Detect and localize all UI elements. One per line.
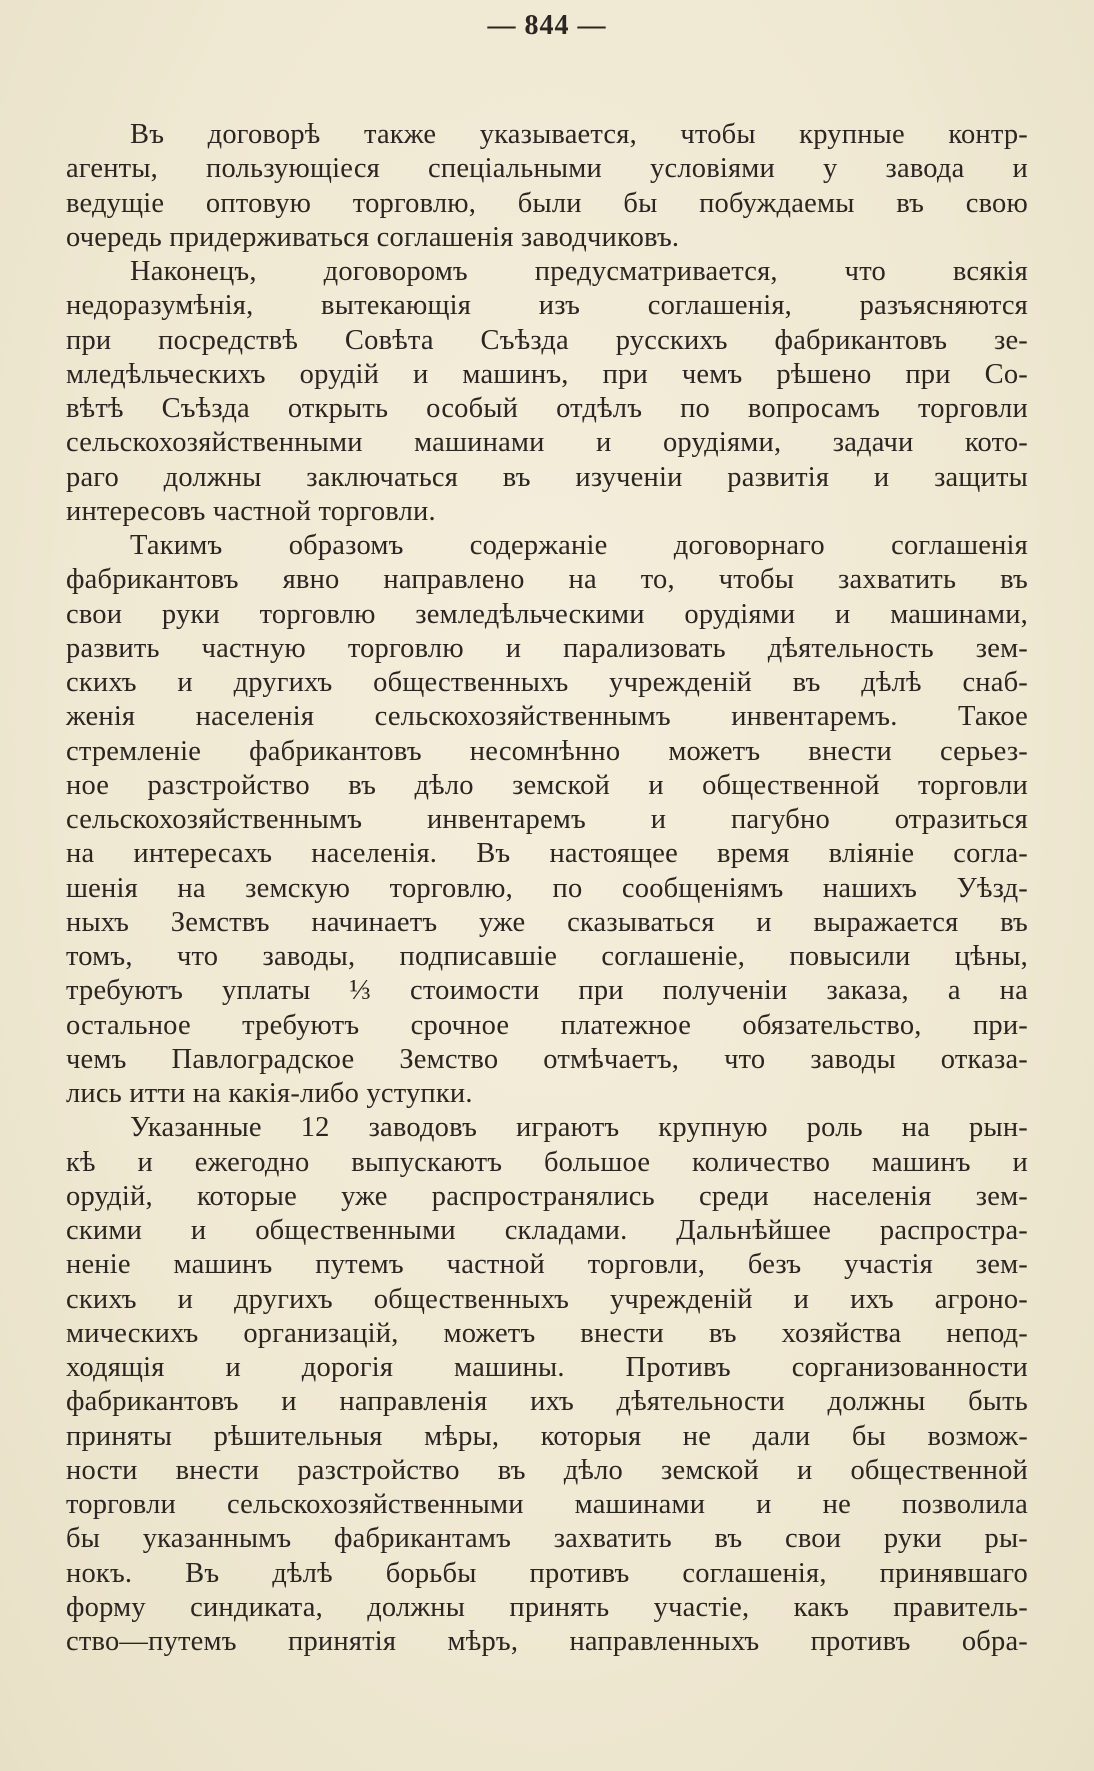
text-line: приняты рѣшительныя мѣры, которыя не дали бы возмож- xyxy=(66,1420,1028,1452)
text-line: шенія на земскую торговлю, по сообщеніямъ нашихъ Уѣзд- xyxy=(66,872,1028,904)
text-line: фабрикантовъ явно направлено на то, чтобы захватить въ xyxy=(66,564,1028,596)
text-line: кѣ и ежегодно выпускаютъ большое количество машинъ и xyxy=(66,1146,1028,1178)
text-line: фабрикантовъ и направленія ихъ дѣятельности должны быть xyxy=(66,1386,1028,1418)
text-line: сельскохозяйственными машинами и орудіями, задачи кото- xyxy=(66,427,1028,459)
text-line: ство—путемъ принятія мѣръ, направленныхъ противъ обра- xyxy=(66,1626,1028,1657)
text-line: женія населенія сельскохозяйственнымъ инвентаремъ. Такое xyxy=(66,701,1028,733)
text-line: Такимъ образомъ содержаніе договорнаго соглашенія xyxy=(130,530,1028,561)
text-line: остальное требуютъ срочное платежное обязательство, при- xyxy=(66,1009,1028,1041)
text-line: развить частную торговлю и парализовать дѣятельность зем- xyxy=(66,632,1028,664)
text-line: скихъ и другихъ общественныхъ учрежденій и ихъ агроно- xyxy=(66,1283,1028,1315)
text-line: орудій, которые уже распространялись среди населенія зем- xyxy=(66,1180,1028,1212)
text-line: томъ, что заводы, подписавшіе соглашеніе, повысили цѣны, xyxy=(66,941,1028,972)
text-line: ное разстройство въ дѣло земской и общественной торговли xyxy=(66,769,1028,801)
text-line: ныхъ Земствъ начинаетъ уже сказываться и выражается въ xyxy=(66,906,1028,938)
page-number: — 844 — xyxy=(487,10,607,41)
text-line: недоразумѣнія, вытекающія изъ соглашенія, разъясняются xyxy=(66,290,1028,322)
text-line: торговли сельскохозяйственными машинами и не позволила xyxy=(66,1489,1028,1520)
text-line: требуютъ уплаты ⅓ стоимости при полученіи заказа, а на xyxy=(66,975,1028,1007)
text-line: стремленіе фабрикантовъ несомнѣнно можетъ внести серьез- xyxy=(66,735,1028,767)
text-line: лись итти на какія-либо уступки. xyxy=(66,1078,473,1109)
text-line: ведущіе оптовую торговлю, были бы побуждаемы въ свою xyxy=(66,187,1028,219)
text-line: чемъ Павлоградское Земство отмѣчаетъ, что заводы отказа- xyxy=(66,1043,1028,1075)
text-line: мическихъ организацій, можетъ внести въ хозяйства непод- xyxy=(66,1317,1028,1349)
text-line: Наконецъ, договоромъ предусматривается, что всякія xyxy=(130,256,1028,287)
text-line: раго должны заключаться въ изученіи развитія и защиты xyxy=(66,461,1028,493)
text-line: свои руки торговлю земледѣльческими орудіями и машинами, xyxy=(66,598,1028,630)
text-line: скими и общественными складами. Дальнѣйшее распростра- xyxy=(66,1215,1028,1246)
text-line: вѣтѣ Съѣзда открыть особый отдѣлъ по вопросамъ торговли xyxy=(66,393,1028,424)
text-line: бы указаннымъ фабрикантамъ захватить въ свои руки ры- xyxy=(66,1523,1028,1555)
text-line: на интересахъ населенія. Въ настоящее время вліяніе согла- xyxy=(66,838,1028,870)
text-line: агенты, пользующіеся спеціальными условіями у завода и xyxy=(66,153,1028,185)
text-line: ности внести разстройство въ дѣло земской и общественной xyxy=(66,1454,1028,1486)
text-line: скихъ и другихъ общественныхъ учрежденій въ дѣлѣ снаб- xyxy=(66,667,1028,698)
text-line: очередь придерживаться соглашенія заводчиковъ. xyxy=(66,221,680,253)
text-line: Въ договорѣ также указывается, чтобы крупные контр- xyxy=(130,119,1028,150)
text-line: форму синдиката, должны принять участіе, какъ правитель- xyxy=(66,1591,1028,1623)
text-line: мледѣльческихъ орудій и машинъ, при чемъ рѣшено при Со- xyxy=(66,358,1028,390)
text-line: при посредствѣ Совѣта Съѣзда русскихъ фабрикантовъ зе- xyxy=(66,324,1028,356)
body-text xyxy=(66,118,1028,1659)
text-line: сельскохозяйственнымъ инвентаремъ и пагубно отразиться xyxy=(66,804,1028,835)
text-line: нокъ. Въ дѣлѣ борьбы противъ соглашенія, принявшаго xyxy=(66,1557,1028,1589)
text-line: Указанные 12 заводовъ играютъ крупную роль на рын- xyxy=(130,1112,1028,1144)
text-line: интересовъ частной торговли. xyxy=(66,495,436,527)
text-line: ходящія и дорогія машины. Противъ сорганизованности xyxy=(66,1352,1028,1383)
text-line: неніе машинъ путемъ частной торговли, безъ участія зем- xyxy=(66,1249,1028,1281)
